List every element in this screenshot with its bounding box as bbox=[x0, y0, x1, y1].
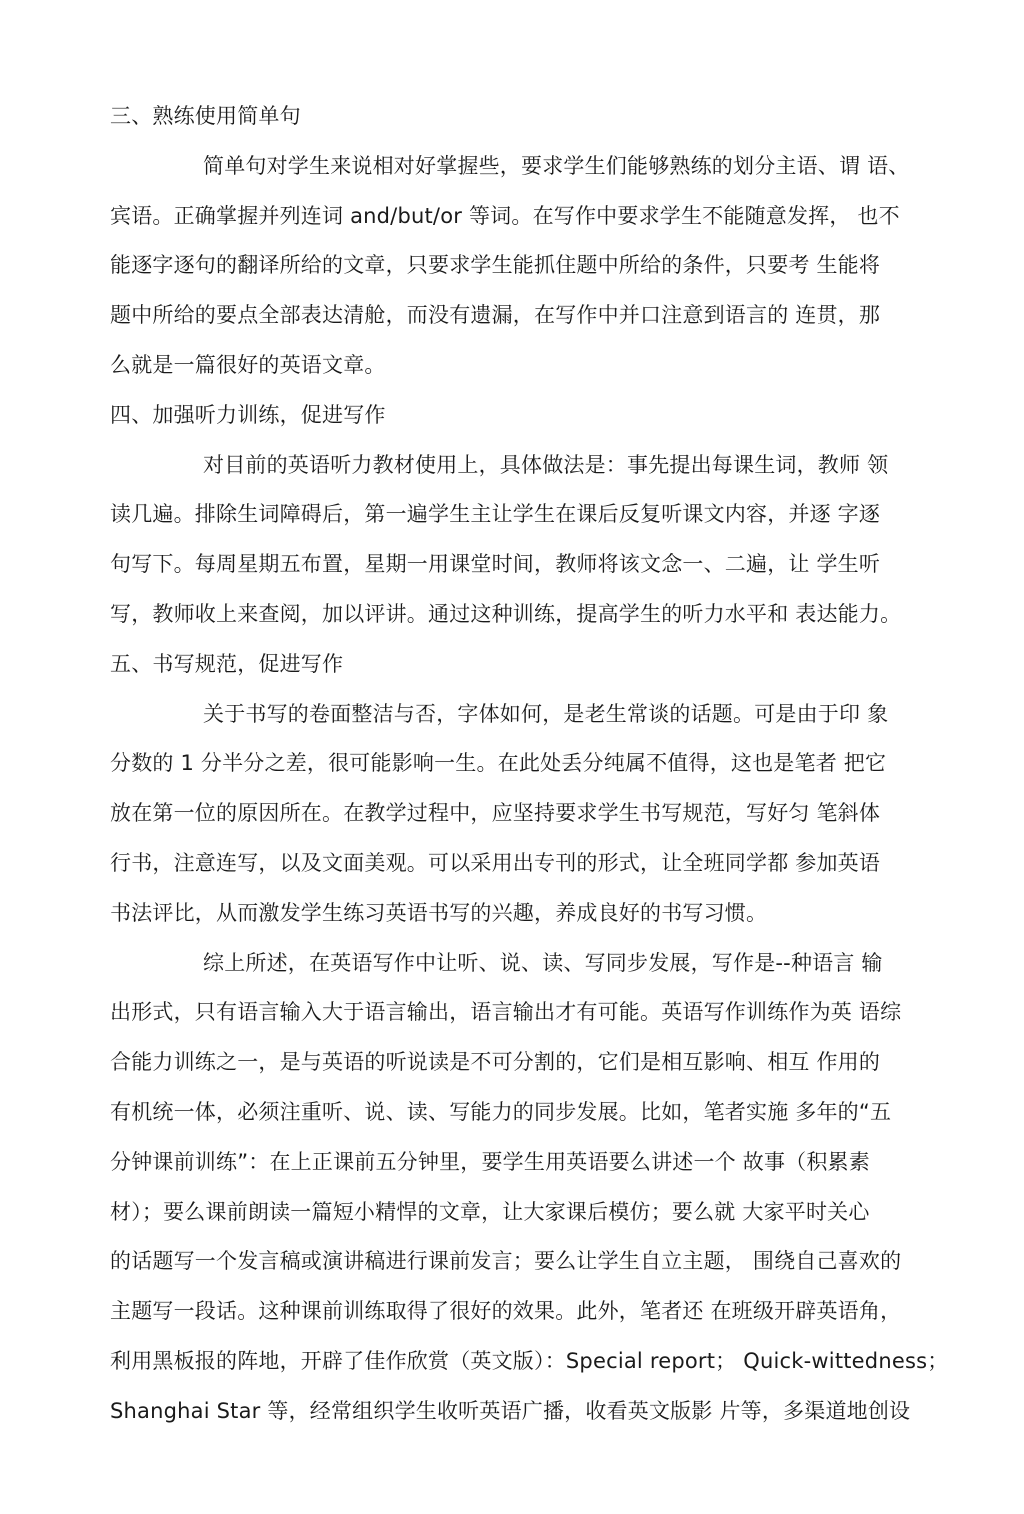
paragraph-line: 的话题写一个发言稿或演讲稿进行课前发言；要么让学生自立主题， 围绕自己喜欢的 bbox=[110, 1249, 902, 1274]
paragraph-line: 读几遍。排除生词障碍后，第一遍学生主让学生在课后反复听课文内容，并逐 字逐 bbox=[110, 502, 881, 527]
paragraph-line: 放在第一位的原因所在。在教学过程中，应坚持要求学生书写规范，写好匀 笔斜体 bbox=[110, 801, 881, 826]
paragraph-line: 书法评比，从而激发学生练习英语书写的兴趣，养成良好的书写习惯。 bbox=[110, 900, 768, 925]
paragraph-line: 写，教师收上来查阅，加以评讲。通过这种训练，提高学生的听力水平和 表达能力。 bbox=[110, 601, 902, 626]
section-heading: 五、书写规范，促进写作 bbox=[110, 651, 344, 676]
paragraph-line: 材）；要么课前朗读一篇短小精悍的文章，让大家课后模仿；要么就 大家平时关心 bbox=[110, 1199, 870, 1224]
paragraph-line: 分数的 1 分半分之差，很可能影响一生。在此处丢分纯属不值得，这也是笔者 把它 bbox=[110, 751, 887, 776]
paragraph-line: 题中所给的要点全部表达清舱，而没有遗漏，在写作中并口注意到语言的 连贯，那 bbox=[110, 303, 881, 328]
section-heading: 四、加强听力训练，促进写作 bbox=[110, 402, 386, 427]
paragraph-line: 分钟课前训练”：在上正课前五分钟里，要学生用英语要么讲述一个 故事（积累素 bbox=[110, 1149, 870, 1174]
paragraph-line: 能逐字逐句的翻译所给的文章，只要求学生能抓住题中所给的条件，只要考 生能将 bbox=[110, 253, 881, 278]
paragraph-line: 简单句对学生来说相对好掌握些，要求学生们能够熟练的划分主语、谓 语、 bbox=[203, 153, 910, 178]
paragraph-line: 宾语。正确掌握并列连词 and/but/or 等词。在写作中要求学生不能随意发挥， 也不 bbox=[110, 203, 900, 228]
document-page bbox=[110, 92, 949, 1437]
paragraph-line: 么就是一篇很好的英语文章。 bbox=[110, 352, 386, 377]
paragraph-line: 对目前的英语听力教材使用上，具体做法是：事先提出每课生词，教师 领 bbox=[203, 452, 889, 477]
paragraph-line: Shanghai Star 等，经常组织学生收听英语广播，收看英文版影 片等，多渠道地创设 bbox=[110, 1398, 911, 1423]
paragraph-line: 行书，注意连写，以及文面美观。可以采用出专刊的形式，让全班同学都 参加英语 bbox=[110, 850, 881, 875]
section-heading: 三、熟练使用简单句 bbox=[110, 104, 301, 128]
paragraph-line: 利用黑板报的阵地，开辟了佳作欣赏（英文版）：Special report； Quick-wittedness； bbox=[110, 1348, 949, 1373]
paragraph-line: 主题写一段话。这种课前训练取得了很好的效果。此外，笔者还 在班级开辟英语角， bbox=[110, 1299, 902, 1324]
paragraph-line: 综上所述，在英语写作中让听、说、读、写同步发展，写作是--种语言 输 bbox=[203, 950, 883, 975]
paragraph-line: 合能力训练之一，是与英语的听说读是不可分割的，它们是相互影响、相互 作用的 bbox=[110, 1050, 881, 1075]
paragraph-line: 句写下。每周星期五布置，星期一用课堂时间，教师将该文念一、二遍，让 学生听 bbox=[110, 552, 881, 577]
paragraph-line: 出形式，只有语言输入大于语言输出，语言输出才有可能。英语写作训练作为英 语综 bbox=[110, 1000, 902, 1025]
paragraph-line: 有机统一体，必须注重听、说、读、写能力的同步发展。比如，笔者实施 多年的“五 bbox=[110, 1099, 892, 1124]
paragraph-line: 关于书写的卷面整洁与否，字体如何，是老生常谈的话题。可是由于印 象 bbox=[203, 701, 889, 726]
